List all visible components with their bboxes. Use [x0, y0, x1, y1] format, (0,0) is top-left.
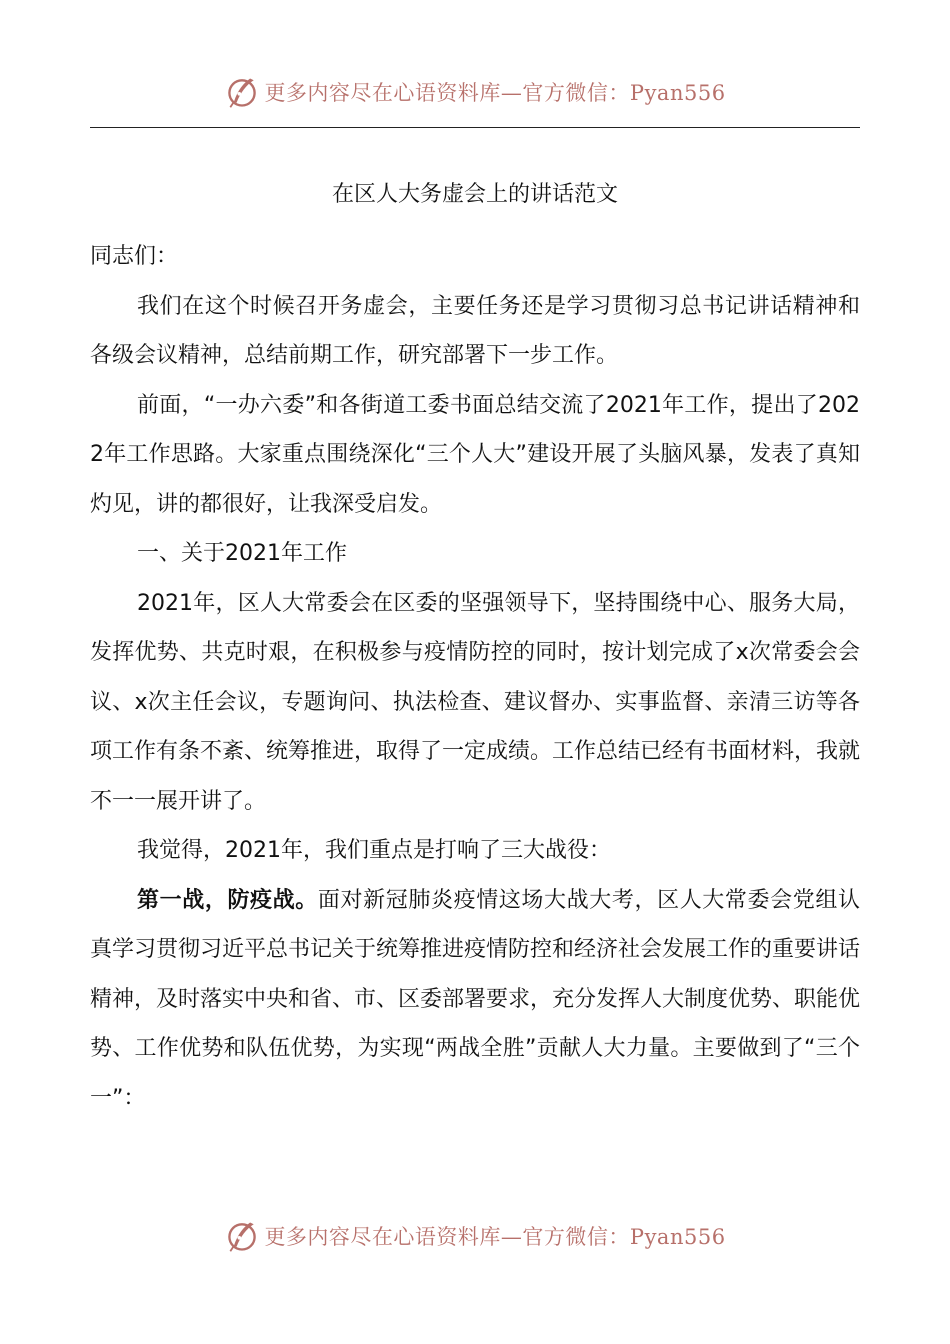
paragraph: 前面，“一办六委”和各街道工委书面总结交流了2021年工作，提出了2022年工作思路。大家重点围绕深化“三个人大”建设开展了头脑风暴，发表了真知灼见，讲的都很好，让我深受启发。	[90, 392, 860, 517]
paragraph: 我觉得，2021年，我们重点是打响了三大战役：	[137, 838, 611, 863]
paragraph: 我们在这个时候召开务虚会，主要任务还是学习贯彻习总书记讲话精神和各级会议精神，总结前期工作，研究部署下一步工作。	[90, 293, 860, 368]
footer-banner-text: 更多内容尽在心语资料库—官方微信：Pyan556	[264, 1225, 726, 1249]
quill-logo-icon	[224, 1218, 260, 1254]
battle-lead: 第一战，防疫战。	[137, 887, 318, 913]
page-header-banner	[0, 72, 950, 112]
paragraph-battle-one	[90, 876, 860, 1124]
quill-logo-icon	[224, 74, 260, 110]
section-heading: 一、关于2021年工作	[137, 541, 347, 566]
document-body	[90, 232, 860, 1123]
salutation: 同志们：	[90, 244, 179, 269]
page-footer-banner	[0, 1216, 950, 1256]
document-title: 在区人大务虚会上的讲话范文	[331, 182, 618, 207]
paragraph: 2021年，区人大常委会在区委的坚强领导下，坚持围绕中心、服务大局，发挥优势、共克时艰，在积极参与疫情防控的同时，按计划完成了x次常委会会议、x次主任会议，专题询问、执法检查、建议督办、实事监督、亲清三访等各项工作有条不紊、统筹推进，取得了一定成绩。工作总结已经有书面材料，我就不一一展开讲了。	[90, 590, 861, 814]
header-divider	[90, 127, 860, 128]
battle-text: 面对新冠肺炎疫情这场大战大考，区人大常委会党组认真学习贯彻习近平总书记关于统筹推进疫情防控和经济社会发展工作的重要讲话精神，及时落实中央和省、市、区委部署要求，充分发挥人大制度优势、职能优势、工作优势和队伍优势，为实现“两战全胜”贡献人大力量。主要做到了“三个一”：	[90, 887, 861, 1111]
header-banner-text: 更多内容尽在心语资料库—官方微信：Pyan556	[264, 81, 726, 105]
